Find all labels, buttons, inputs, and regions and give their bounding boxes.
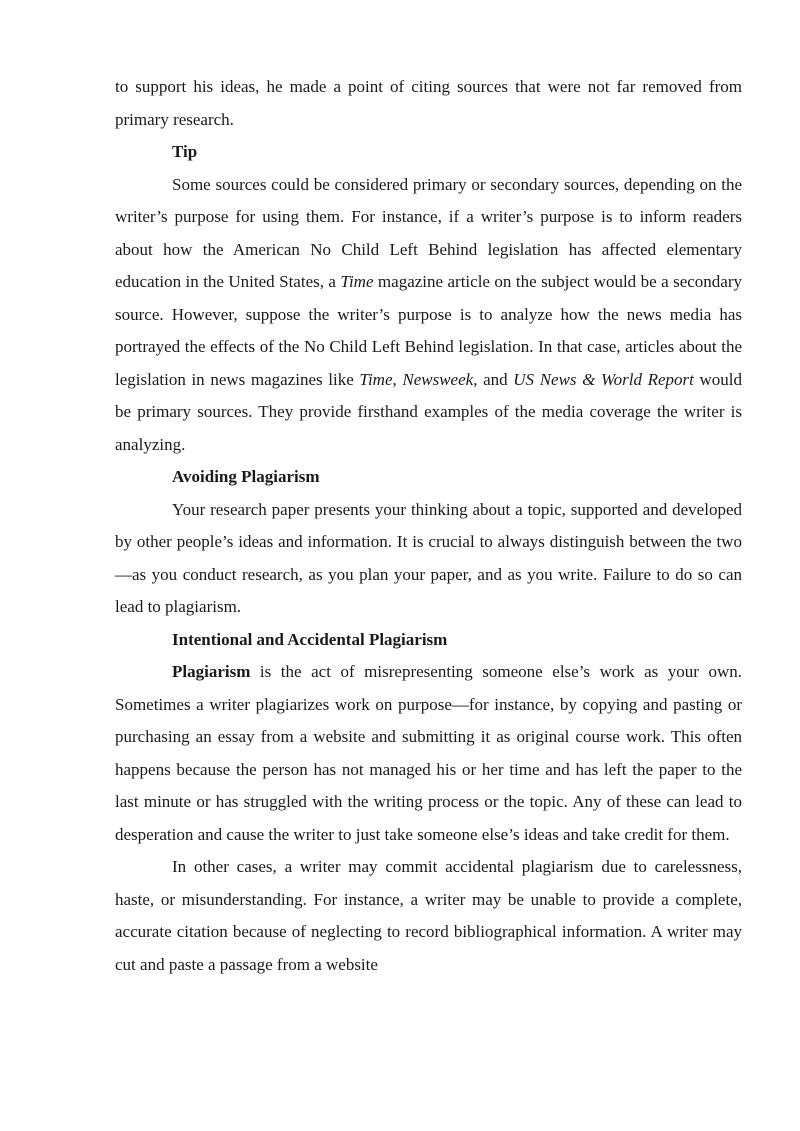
avoiding-plagiarism-heading: Avoiding Plagiarism	[172, 467, 320, 486]
avoiding-text: Your research paper presents your thinking about a topic, supported and developed by other people’s ideas and information. It is crucial to always distinguish between the two—as you conduct research, as you plan your paper, and as you write. Failure to do so can lead to plagiarism.	[115, 499, 742, 616]
tip-text-2: magazine article on the subject would be a secondary source. However, suppose the writer’s purpose is to analyze how the news media has portrayed the effects of the No Child Left Behind legislation. In that case, articles about the legislation in news magazines like	[115, 272, 742, 389]
intro-paragraph	[115, 71, 742, 136]
time-title-1: Time	[340, 272, 374, 291]
usnews-title: US News & World Report	[513, 369, 694, 389]
tip-text-1: Some sources could be considered primary or secondary sources, depending on the writer’s purpose for using them. For instance, if a writer’s purpose is to inform readers about how the American No Child Left Behind legislation has affected elementary education in the United States, a	[115, 174, 742, 291]
plagiarism-definition-text: is the act of misrepresenting someone else’s work as your own. Sometimes a writer plagiarizes work on purpose—for instance, by copying and pasting or purchasing an essay from a website and submitting it as original course work. This often happens because the person has not managed his or her time and has left the paper to the last minute or has struggled with the writing process or the topic. Any of these can lead to desperation and cause the writer to just take someone else’s ideas and take credit for them.	[115, 662, 742, 844]
other-cases-paragraph	[115, 851, 742, 981]
plagiarism-term: Plagiarism	[172, 662, 251, 681]
intro-text: to support his ideas, he made a point of citing sources that were not far removed from primary research.	[115, 77, 742, 129]
tip-sep-1: ,	[392, 369, 403, 389]
avoiding-plagiarism-paragraph	[115, 494, 742, 624]
tip-paragraph	[115, 169, 742, 462]
tip-heading: Tip	[172, 142, 198, 161]
document-page	[115, 71, 742, 981]
intentional-accidental-heading: Intentional and Accidental Plagiarism	[172, 629, 448, 649]
plagiarism-definition-paragraph	[115, 656, 742, 851]
time-title-2: Time	[359, 369, 393, 389]
tip-text-3: would be primary sources. They provide firsthand examples of the media coverage the writer is analyzing.	[115, 369, 743, 454]
newsweek-title: Newsweek	[402, 369, 474, 389]
tip-sep-2: , and	[473, 369, 514, 389]
other-cases-text: In other cases, a writer may commit accidental plagiarism due to carelessness, haste, or misunderstanding. For instance, a writer may be unable to provide a complete, accurate citation because of neglecting to record bibliographical information. A writer may cut and paste a passage from a website	[115, 857, 742, 974]
